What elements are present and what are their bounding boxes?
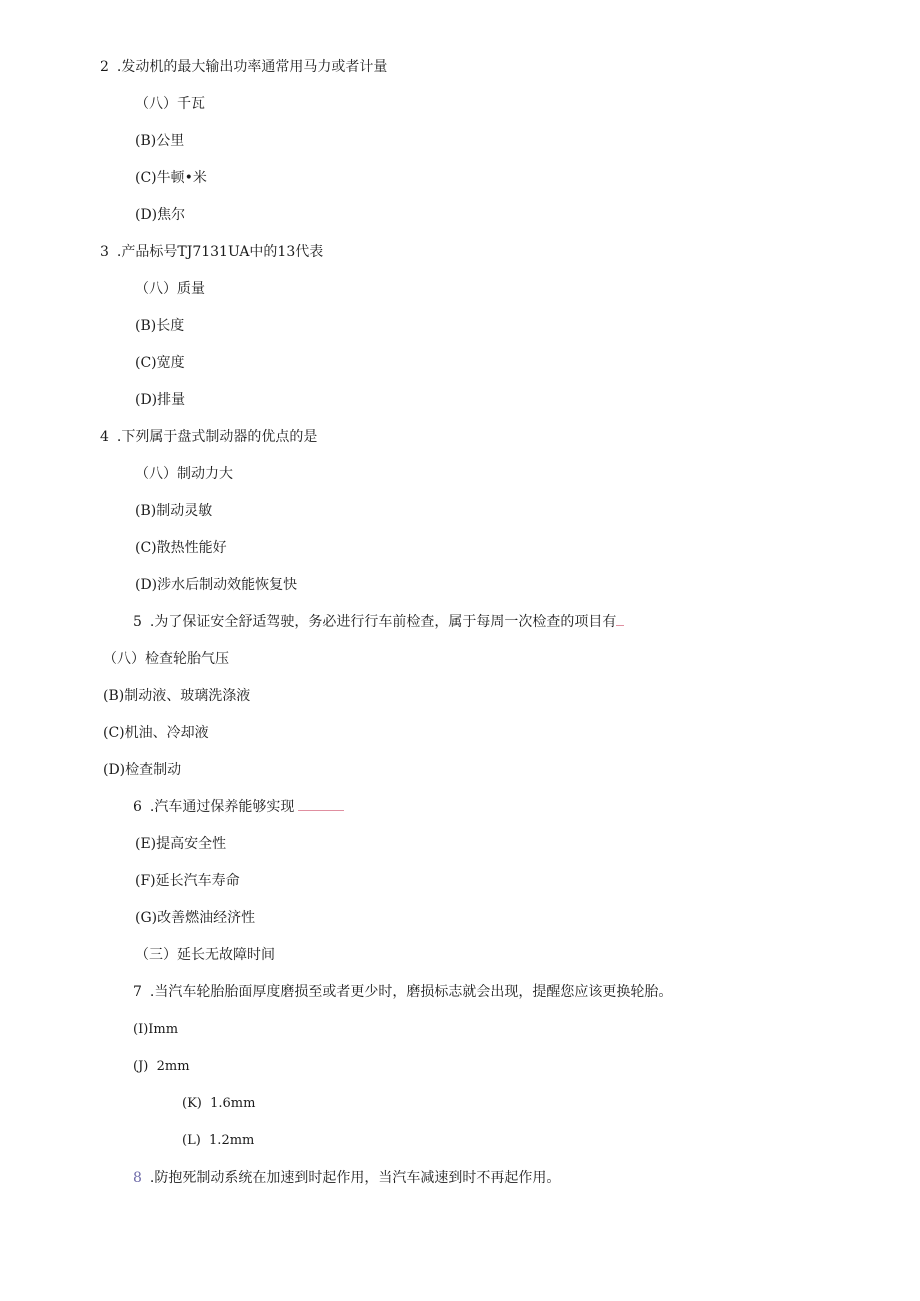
answer-blank <box>298 798 344 811</box>
question-text: .下列属于盘式制动器的优点的是 <box>116 429 318 445</box>
answer-blank <box>616 613 624 626</box>
option-e: (E)提高安全性 <box>135 836 227 852</box>
question-text: .当汽车轮胎胎面厚度磨损至或者更少时，磨损标志就会出现，提醒您应该更换轮胎。 <box>149 984 673 1000</box>
option-a: （八）检查轮胎气压 <box>103 651 229 667</box>
option-k: (K) 1.6mm <box>182 1096 256 1111</box>
option-a: （八）质量 <box>135 281 205 297</box>
option-g: (G)改善燃油经济性 <box>135 910 256 926</box>
option-f: (F)延长汽车寿命 <box>135 873 240 889</box>
option-d: (D)焦尔 <box>135 207 186 223</box>
question-5 <box>133 613 624 631</box>
option-d: (D)排量 <box>135 392 186 408</box>
option-l: (L) 1.2mm <box>182 1133 255 1148</box>
option-c: (C)散热性能好 <box>135 540 227 556</box>
option-j: (J) 2mm <box>133 1059 190 1074</box>
question-6 <box>133 798 344 816</box>
option-d: (D)检查制动 <box>103 762 182 778</box>
question-number: 6 <box>133 799 142 815</box>
option-c: (C)宽度 <box>135 355 185 371</box>
option-a: （八）千瓦 <box>135 96 205 112</box>
question-text: .产品标号TJ7131UA中的13代表 <box>116 244 324 260</box>
question-text: .发动机的最大输出功率通常用马力或者计量 <box>116 59 388 75</box>
question-number: 2 <box>100 59 109 75</box>
option-h: （三）延长无故障时间 <box>135 947 275 963</box>
question-8 <box>133 1169 560 1187</box>
question-4 <box>100 428 317 446</box>
question-2 <box>100 58 387 76</box>
option-c: (C)牛顿•米 <box>135 170 207 186</box>
question-number: 8 <box>133 1170 142 1186</box>
question-text: .防抱死制动系统在加速到时起作用，当汽车减速到时不再起作用。 <box>149 1170 561 1186</box>
question-number: 7 <box>133 984 142 1000</box>
question-number: 5 <box>133 614 142 630</box>
option-b: (B)公里 <box>135 133 185 149</box>
option-a: （八）制动力大 <box>135 466 233 482</box>
option-b: (B)制动液、玻璃洗涤液 <box>103 688 251 704</box>
question-text: .为了保证安全舒适驾驶，务必进行行车前检查，属于每周一次检查的项目有 <box>149 614 617 630</box>
question-number: 4 <box>100 429 109 445</box>
question-number: 3 <box>100 244 109 260</box>
option-c: (C)机油、冷却液 <box>103 725 209 741</box>
question-7 <box>133 983 672 1001</box>
question-text: .汽车通过保养能够实现 <box>149 799 295 815</box>
option-i: (I)Imm <box>133 1022 179 1037</box>
question-3 <box>100 243 323 261</box>
option-b: (B)长度 <box>135 318 185 334</box>
option-b: (B)制动灵敏 <box>135 503 213 519</box>
option-d: (D)涉水后制动效能恢复快 <box>135 577 298 593</box>
